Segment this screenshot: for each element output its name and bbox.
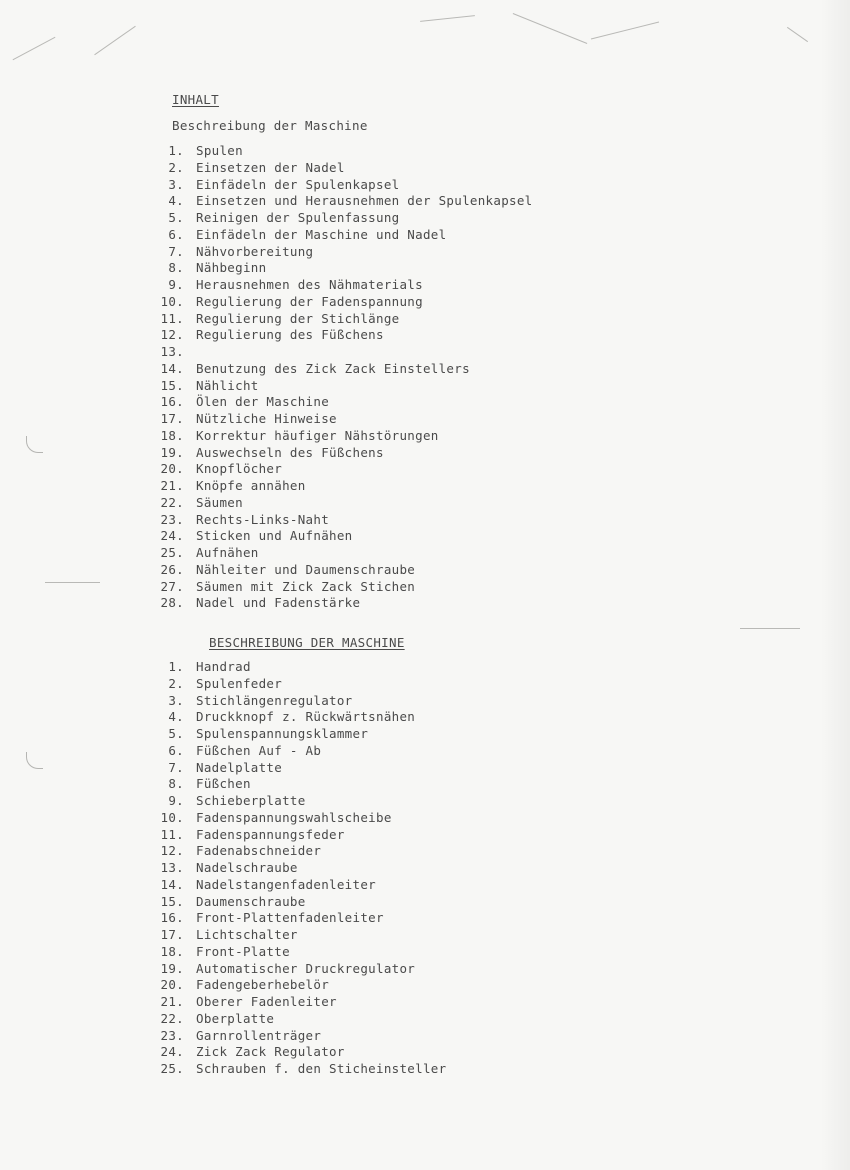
part-item-number: 21. xyxy=(160,994,184,1009)
toc-item-text: Regulierung der Stichlänge xyxy=(196,310,400,326)
toc-item-number: 6. xyxy=(168,226,184,242)
toc-list xyxy=(160,143,533,612)
part-item xyxy=(160,843,446,860)
part-item xyxy=(160,1044,446,1061)
toc-item xyxy=(160,344,533,361)
toc-item xyxy=(160,394,533,411)
toc-item-text: Reinigen der Spulenfassung xyxy=(196,210,400,225)
toc-item xyxy=(160,227,533,244)
scan-mark xyxy=(45,582,100,583)
part-item xyxy=(160,944,446,961)
part-item-text: Oberplatte xyxy=(196,1010,275,1026)
part-item-text: Handrad xyxy=(196,659,251,674)
part-item xyxy=(160,977,446,994)
part-item-text: Schieberplatte xyxy=(196,793,306,808)
part-item-number: 23. xyxy=(160,1027,184,1043)
part-item xyxy=(160,894,446,911)
toc-item-text: Nähbeginn xyxy=(196,260,267,276)
part-item-text: Schrauben f. den Sticheinsteller xyxy=(196,1061,447,1076)
part-item xyxy=(160,726,446,743)
scan-mark xyxy=(740,628,800,629)
part-item-text: Automatischer Druckregulator xyxy=(196,960,416,976)
page-title: INHALT xyxy=(172,92,219,107)
toc-item-number: 11. xyxy=(160,310,184,326)
part-item xyxy=(160,693,446,710)
toc-item xyxy=(160,143,533,160)
parts-section-title: BESCHREIBUNG DER MASCHINE xyxy=(209,635,405,650)
part-item-number: 19. xyxy=(160,960,184,976)
part-item-text: Nadelplatte xyxy=(196,759,283,775)
part-item-number: 25. xyxy=(160,1061,184,1076)
part-item xyxy=(160,1061,446,1078)
part-item-number: 11. xyxy=(160,826,184,842)
part-item xyxy=(160,810,446,827)
toc-item xyxy=(160,562,533,579)
toc-item-number: 12. xyxy=(160,327,184,343)
part-item xyxy=(160,961,446,978)
scan-mark xyxy=(787,27,808,42)
part-item-text: Fadenspannungswahlscheibe xyxy=(196,809,392,825)
toc-item-number: 14. xyxy=(160,360,184,376)
toc-item-text: Korrektur häufiger Nähstörungen xyxy=(196,427,439,443)
part-item-number: 9. xyxy=(168,793,184,808)
toc-item-number: 27. xyxy=(160,578,184,594)
part-item-text: Fadenspannungsfeder xyxy=(196,826,345,842)
part-item-text: Druckknopf z. Rückwärtsnähen xyxy=(196,709,416,725)
part-item-number: 8. xyxy=(168,776,184,792)
toc-item xyxy=(160,528,533,545)
part-item-number: 7. xyxy=(168,759,184,775)
part-item-text: Stichlängenregulator xyxy=(196,692,353,708)
part-item-text: Daumenschraube xyxy=(196,893,306,909)
part-item-number: 24. xyxy=(160,1044,184,1060)
toc-item-text: Regulierung des Füßchens xyxy=(196,327,384,343)
part-item xyxy=(160,927,446,944)
toc-item-number: 25. xyxy=(160,545,184,560)
toc-item-text: Nähvorbereitung xyxy=(196,243,314,259)
toc-item xyxy=(160,327,533,344)
toc-item-number: 18. xyxy=(160,427,184,443)
toc-item-number: 23. xyxy=(160,511,184,527)
toc-item-text: Einfädeln der Spulenkapsel xyxy=(196,176,400,192)
punch-hole-mark xyxy=(26,436,43,453)
toc-item xyxy=(160,579,533,596)
punch-hole-mark xyxy=(26,752,43,769)
toc-item-number: 5. xyxy=(168,210,184,225)
toc-subheading: Beschreibung der Maschine xyxy=(172,118,368,133)
toc-item-text: Knopflöcher xyxy=(196,461,283,477)
toc-item xyxy=(160,512,533,529)
toc-item xyxy=(160,177,533,194)
part-item xyxy=(160,776,446,793)
part-item-number: 20. xyxy=(160,977,184,993)
scan-mark xyxy=(513,13,588,44)
part-item-number: 5. xyxy=(168,726,184,741)
toc-item-text: Nählicht xyxy=(196,377,259,393)
parts-list xyxy=(160,659,446,1078)
part-item xyxy=(160,659,446,676)
toc-item xyxy=(160,160,533,177)
toc-item-number: 19. xyxy=(160,444,184,460)
toc-item-number: 2. xyxy=(168,159,184,175)
scan-mark xyxy=(13,37,56,60)
part-item-text: Oberer Fadenleiter xyxy=(196,994,337,1009)
part-item-number: 15. xyxy=(160,893,184,909)
toc-item-number: 22. xyxy=(160,494,184,510)
toc-item-number: 26. xyxy=(160,561,184,577)
toc-item-text: Spulen xyxy=(196,143,243,158)
toc-item-number: 4. xyxy=(168,193,184,209)
part-item-text: Nadelschraube xyxy=(196,860,298,875)
scan-mark xyxy=(591,22,659,40)
toc-item xyxy=(160,361,533,378)
part-item-number: 16. xyxy=(160,910,184,926)
part-item-number: 13. xyxy=(160,860,184,875)
part-item-number: 17. xyxy=(160,927,184,942)
toc-item xyxy=(160,294,533,311)
scan-mark xyxy=(94,26,136,55)
toc-item-number: 24. xyxy=(160,528,184,544)
part-item-text: Spulenspannungsklammer xyxy=(196,726,369,741)
part-item xyxy=(160,1011,446,1028)
toc-item xyxy=(160,244,533,261)
toc-item-number: 16. xyxy=(160,394,184,410)
toc-item xyxy=(160,428,533,445)
part-item-text: Fadengeberhebelör xyxy=(196,977,330,993)
toc-item-number: 9. xyxy=(168,277,184,292)
toc-item-text: Säumen mit Zick Zack Stichen xyxy=(196,578,416,594)
part-item-number: 4. xyxy=(168,709,184,725)
toc-item-number: 28. xyxy=(160,595,184,611)
part-item-text: Garnrollenträger xyxy=(196,1027,322,1043)
part-item xyxy=(160,1028,446,1045)
toc-item-number: 3. xyxy=(168,176,184,192)
toc-item xyxy=(160,210,533,227)
part-item-text: Füßchen Auf - Ab xyxy=(196,742,322,758)
part-item xyxy=(160,760,446,777)
part-item xyxy=(160,910,446,927)
toc-item-number: 10. xyxy=(160,293,184,309)
toc-item-text: Sticken und Aufnähen xyxy=(196,528,353,544)
part-item-number: 18. xyxy=(160,943,184,959)
toc-item-text: Nadel und Fadenstärke xyxy=(196,595,361,611)
part-item-number: 1. xyxy=(168,659,184,674)
toc-item-text: Nützliche Hinweise xyxy=(196,411,337,426)
toc-item xyxy=(160,478,533,495)
toc-item xyxy=(160,311,533,328)
toc-item xyxy=(160,411,533,428)
toc-item-number: 15. xyxy=(160,377,184,393)
toc-item-text: Herausnehmen des Nähmaterials xyxy=(196,277,423,292)
toc-item-text: Knöpfe annähen xyxy=(196,478,306,493)
toc-item-number: 1. xyxy=(168,143,184,158)
part-item-text: Fadenabschneider xyxy=(196,843,322,859)
part-item-text: Lichtschalter xyxy=(196,927,298,942)
toc-item-text: Regulierung der Fadenspannung xyxy=(196,293,423,309)
part-item xyxy=(160,860,446,877)
part-item xyxy=(160,994,446,1011)
toc-item xyxy=(160,445,533,462)
part-item-text: Nadelstangenfadenleiter xyxy=(196,876,376,892)
toc-item-text: Säumen xyxy=(196,494,243,510)
part-item-text: Spulenfeder xyxy=(196,675,283,691)
toc-item-number: 7. xyxy=(168,243,184,259)
part-item-text: Füßchen xyxy=(196,776,251,792)
toc-item-number: 17. xyxy=(160,411,184,426)
toc-item xyxy=(160,378,533,395)
part-item xyxy=(160,743,446,760)
part-item xyxy=(160,793,446,810)
toc-item-text: Auswechseln des Füßchens xyxy=(196,444,384,460)
part-item-number: 6. xyxy=(168,742,184,758)
part-item xyxy=(160,676,446,693)
toc-item xyxy=(160,260,533,277)
toc-item xyxy=(160,545,533,562)
part-item xyxy=(160,877,446,894)
part-item-text: Zick Zack Regulator xyxy=(196,1044,345,1060)
toc-item xyxy=(160,193,533,210)
toc-item-text: Einfädeln der Maschine und Nadel xyxy=(196,226,447,242)
part-item-number: 10. xyxy=(160,809,184,825)
scan-mark xyxy=(420,15,475,22)
toc-item-text: Benutzung des Zick Zack Einstellers xyxy=(196,360,470,376)
toc-item-text: Aufnähen xyxy=(196,545,259,560)
part-item-number: 2. xyxy=(168,675,184,691)
toc-item xyxy=(160,495,533,512)
toc-item-number: 21. xyxy=(160,478,184,493)
part-item-number: 3. xyxy=(168,692,184,708)
toc-item-text: Ölen der Maschine xyxy=(196,394,330,410)
part-item-number: 14. xyxy=(160,876,184,892)
toc-item xyxy=(160,277,533,294)
part-item xyxy=(160,827,446,844)
toc-item-text: Einsetzen der Nadel xyxy=(196,159,345,175)
toc-item-number: 20. xyxy=(160,461,184,477)
toc-item-number: 8. xyxy=(168,260,184,276)
toc-item-text: Rechts-Links-Naht xyxy=(196,511,330,527)
part-item-text: Front-Plattenfadenleiter xyxy=(196,910,384,926)
part-item-text: Front-Platte xyxy=(196,943,290,959)
toc-item-number: 13. xyxy=(160,344,184,359)
part-item xyxy=(160,709,446,726)
toc-item xyxy=(160,595,533,612)
part-item-number: 12. xyxy=(160,843,184,859)
toc-item-text: Einsetzen und Herausnehmen der Spulenkapsel xyxy=(196,193,533,209)
toc-item xyxy=(160,461,533,478)
part-item-number: 22. xyxy=(160,1010,184,1026)
toc-item-text: Nähleiter und Daumenschraube xyxy=(196,561,416,577)
